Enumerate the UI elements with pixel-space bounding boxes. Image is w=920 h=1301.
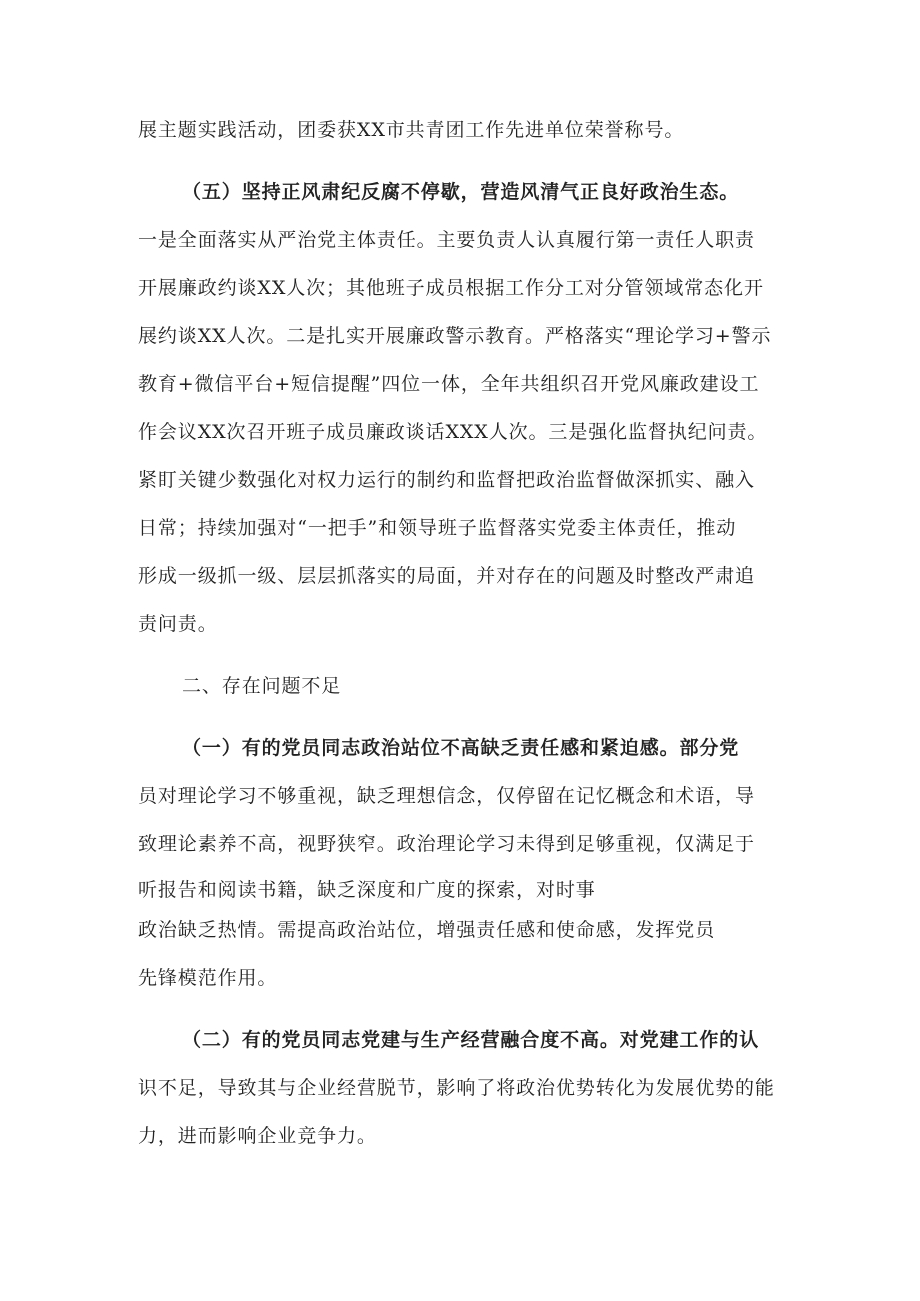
paragraph-line: 力，进而影响企业竞争力。 xyxy=(138,1125,377,1147)
paragraph-line: 形成一级抓一级、层层抓落实的局面，并对存在的问题及时整改严肃追 xyxy=(138,565,755,587)
paragraph-line: 致理论素养不高，视野狭窄。政治理论学习未得到足够重视，仅满足于 xyxy=(138,833,755,855)
section-heading-5: （五）坚持正风肃纪反腐不停歇，营造风清气正良好政治生态。 xyxy=(182,181,740,203)
subsection-heading-1: （一）有的党员同志政治站位不高缺乏责任感和紧迫感。部分党 xyxy=(182,737,740,759)
paragraph-line: 教育+微信平台+短信提醒”四位一体，全年共组织召开党风廉政建设工 xyxy=(138,373,760,395)
paragraph-line: 作会议XX次召开班子成员廉政谈话XXX人次。三是强化监督执纪问责。 xyxy=(138,421,768,443)
paragraph-line: 先锋模范作用。 xyxy=(138,967,278,989)
paragraph-line: 责问责。 xyxy=(138,613,218,635)
paragraph-line: 员对理论学习不够重视，缺乏理想信念，仅停留在记忆概念和术语，导 xyxy=(138,785,755,807)
paragraph-line: 识不足，导致其与企业经营脱节，影响了将政治优势转化为发展优势的能 xyxy=(138,1077,775,1099)
paragraph-line: 开展廉政约谈XX人次；其他班子成员根据工作分工对分管领域常态化开 xyxy=(138,277,764,299)
subsection-heading-2: （二）有的党员同志党建与生产经营融合度不高。对党建工作的认 xyxy=(182,1029,760,1051)
paragraph-line: 听报告和阅读书籍，缺乏深度和广度的探索，对时事 xyxy=(138,879,596,901)
paragraph-line: 一是全面落实从严治党主体责任。主要负责人认真履行第一责任人职责 xyxy=(138,229,755,251)
paragraph-line: 展主题实践活动，团委获XX市共青团工作先进单位荣誉称号。 xyxy=(138,119,685,141)
paragraph-line: 紧盯关键少数强化对权力运行的制约和监督把政治监督做深抓实、融入 xyxy=(138,469,755,491)
section-heading-2: 二、存在问题不足 xyxy=(182,675,342,697)
paragraph-line: 日常；持续加强对“一把手”和领导班子监督落实党委主体责任，推动 xyxy=(138,517,737,539)
paragraph-line: 展约谈XX人次。二是扎实开展廉政警示教育。严格落实“理论学习+警示 xyxy=(138,325,772,347)
paragraph-line: 政治缺乏热情。需提高政治站位，增强责任感和使命感，发挥党员 xyxy=(138,919,716,941)
